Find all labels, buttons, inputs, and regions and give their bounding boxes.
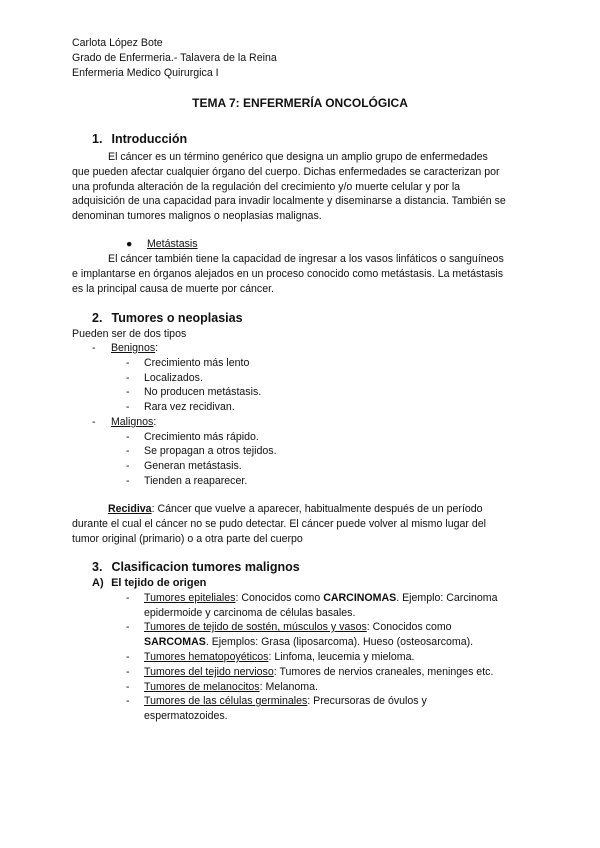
maligno-sub-item: - Se propagan a otros tejidos. bbox=[126, 445, 277, 457]
page-title: TEMA 7: ENFERMERÍA ONCOLÓGICA bbox=[192, 96, 408, 110]
maligno-sub-item: - Tienden a reaparecer. bbox=[126, 475, 248, 487]
dash-icon: - bbox=[126, 357, 130, 369]
dash-icon: - bbox=[126, 695, 130, 707]
section-heading-clasificacion: 3. Clasificacion tumores malignos bbox=[92, 560, 300, 574]
metastasis-paragraph: El cáncer también tiene la capacidad de ingresar a los vasos linfáticos o sanguíneos e implantarse en órganos alejados en un proceso conocido como metástasis. La metástasis es la principal causa de muerte por cáncer. bbox=[72, 253, 504, 295]
document-header bbox=[72, 36, 277, 80]
dash-icon: - bbox=[126, 666, 130, 678]
degree-line: Grado de Enfermeria.- Talavera de la Reina bbox=[72, 51, 277, 64]
benigno-sub-item: - Localizados. bbox=[126, 372, 203, 384]
clasif-item-germinales-cont: espermatozoides. bbox=[144, 710, 228, 722]
dash-icon: - bbox=[126, 460, 130, 472]
dash-icon: - bbox=[126, 401, 130, 413]
benigno-sub-item: - No producen metástasis. bbox=[126, 386, 262, 398]
clasif-item-sosten-cont: SARCOMAS. Ejemplos: Grasa (liposarcoma). Hueso (osteosarcoma). bbox=[144, 636, 474, 648]
section-heading-intro: 1. Introducción bbox=[92, 132, 188, 146]
clasif-item-nervioso: - Tumores del tejido nervioso: Tumores de nervios craneales, meninges etc. bbox=[126, 666, 494, 678]
maligno-sub-item: - Crecimiento más rápido. bbox=[126, 431, 259, 443]
clasif-item-melanocitos: - Tumores de melanocitos: Melanoma. bbox=[126, 681, 318, 693]
dash-icon: - bbox=[126, 372, 130, 384]
dash-icon: - bbox=[126, 681, 130, 693]
course-line: Enfermeria Medico Quirurgica I bbox=[72, 66, 219, 79]
section-heading-tumores: 2. Tumores o neoplasias bbox=[92, 311, 243, 325]
author-name: Carlota López Bote bbox=[72, 37, 163, 49]
benignos-item: - Benignos: bbox=[92, 342, 159, 354]
dash-icon: - bbox=[126, 431, 130, 443]
subsection-heading-tejido: A) El tejido de origen bbox=[92, 577, 207, 589]
dash-icon: - bbox=[92, 342, 96, 354]
dash-icon: - bbox=[92, 416, 96, 428]
clasif-item-hematopoyeticos: - Tumores hematopoyéticos: Linfoma, leucemia y mieloma. bbox=[126, 651, 415, 663]
maligno-sub-item: - Generan metástasis. bbox=[126, 460, 242, 472]
benigno-sub-item: - Crecimiento más lento bbox=[126, 357, 250, 369]
clasif-item-epiteliales-cont: epidermoide y carcinoma de células basales. bbox=[144, 607, 356, 619]
malignos-item: - Malignos: bbox=[92, 416, 157, 428]
dash-icon: - bbox=[126, 592, 130, 604]
tumores-lead: Pueden ser de dos tipos bbox=[72, 328, 187, 340]
recidiva-paragraph: Recidiva: Cáncer que vuelve a aparecer, habitualmente después de un período durante el cual el cáncer no se pudo detectar. El cáncer puede volver al mismo lugar del tumor original (primario) o a otra parte del cuerpo bbox=[72, 503, 486, 545]
dash-icon: - bbox=[126, 386, 130, 398]
dash-icon: - bbox=[126, 475, 130, 487]
dash-icon: - bbox=[126, 621, 130, 633]
bullet-dot-icon: ● bbox=[126, 238, 133, 250]
bullet-metastasis: ● Metástasis bbox=[126, 238, 198, 250]
clasif-item-sosten: - Tumores de tejido de sostén, músculos y vasos: Conocidos como bbox=[126, 621, 452, 633]
intro-paragraph: El cáncer es un término genérico que designa un amplio grupo de enfermedades que pueden afectar cualquier órgano del cuerpo. Dichas enfermedades se caracterizan por una profunda alteración de la regulación del crecimiento y/o muerte celular y por la adquisición de una capacidad para invadir localmente y diseminarse a distancia. También se denominan tumores malignos o neoplasias malignas. bbox=[72, 151, 506, 223]
clasif-item-epiteliales: - Tumores epiteliales: Conocidos como CARCINOMAS. Ejemplo: Carcinoma bbox=[126, 592, 498, 604]
clasif-item-germinales: - Tumores de las células germinales: Precursoras de óvulos y bbox=[126, 695, 427, 707]
dash-icon: - bbox=[126, 445, 130, 457]
dash-icon: - bbox=[126, 651, 130, 663]
benigno-sub-item: - Rara vez recidivan. bbox=[126, 401, 235, 413]
